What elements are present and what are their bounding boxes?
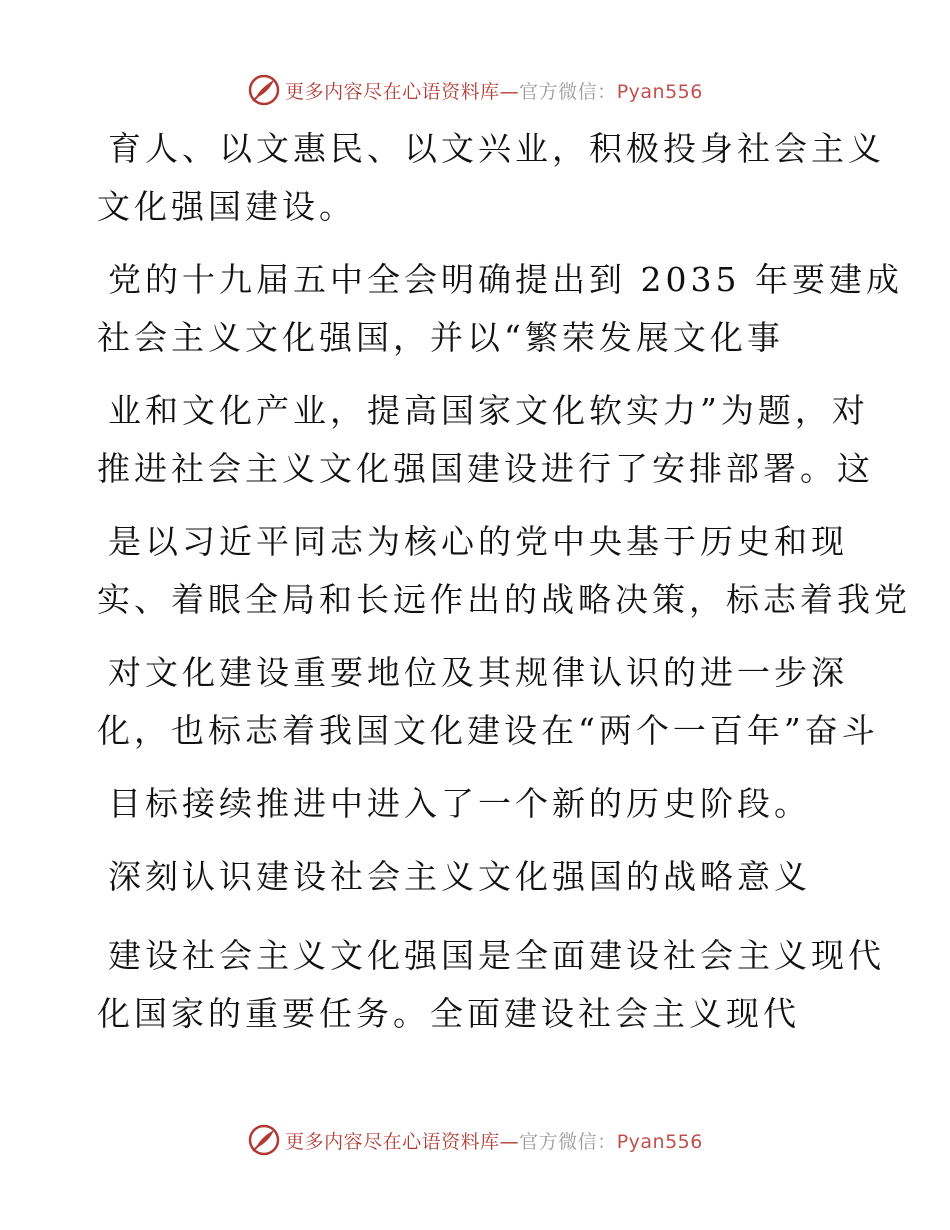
section-heading: 深刻认识建设社会主义文化强国的战略意义 (108, 857, 811, 896)
text-line: 社会主义文化强国，并以“繁荣发展文化事 (97, 318, 784, 357)
text-line: 文化强国建设。 (97, 187, 356, 226)
watermark-wechat-id: Pyan556 (616, 80, 703, 103)
watermark-wechat-id: Pyan556 (616, 1130, 703, 1153)
text-line: 业和文化产业，提高国家文化软实力”为题，对 (108, 391, 869, 430)
watermark-main: 更多内容尽在心语资料库 (285, 1130, 500, 1153)
text-line: 是以习近平同志为核心的党中央基于历史和现 (108, 522, 848, 561)
watermark-label: 官方微信： (519, 1130, 617, 1153)
watermark-label: 官方微信： (519, 80, 617, 103)
text-line: 党的十九届五中全会明确提出到 2035 年要建成 (108, 260, 903, 299)
text-line: 育人、以文惠民、以文兴业，积极投身社会主义 (108, 129, 885, 168)
quill-pen-logo-icon (247, 1123, 281, 1157)
watermark-text (285, 1127, 703, 1154)
watermark-main: 更多内容尽在心语资料库 (285, 80, 500, 103)
text-line: 实、着眼全局和长远作出的战略决策，标志着我党 (97, 580, 911, 619)
text-line: 对文化建设重要地位及其规律认识的进一步深 (108, 653, 848, 692)
header-watermark (0, 70, 950, 110)
watermark-separator: — (499, 80, 520, 103)
quill-pen-logo-icon (247, 73, 281, 107)
text-line: 目标接续推进中进入了一个新的历史阶段。 (108, 784, 811, 823)
watermark-text (285, 77, 703, 104)
watermark-separator: — (499, 1130, 520, 1153)
footer-watermark (0, 1120, 950, 1160)
text-line: 化国家的重要任务。全面建设社会主义现代 (97, 994, 800, 1033)
text-line: 建设社会主义文化强国是全面建设社会主义现代 (108, 936, 885, 975)
text-line: 化，也标志着我国文化建设在“两个一百年”奋斗 (97, 711, 879, 750)
text-line: 推进社会主义文化强国建设进行了安排部署。这 (97, 449, 874, 488)
